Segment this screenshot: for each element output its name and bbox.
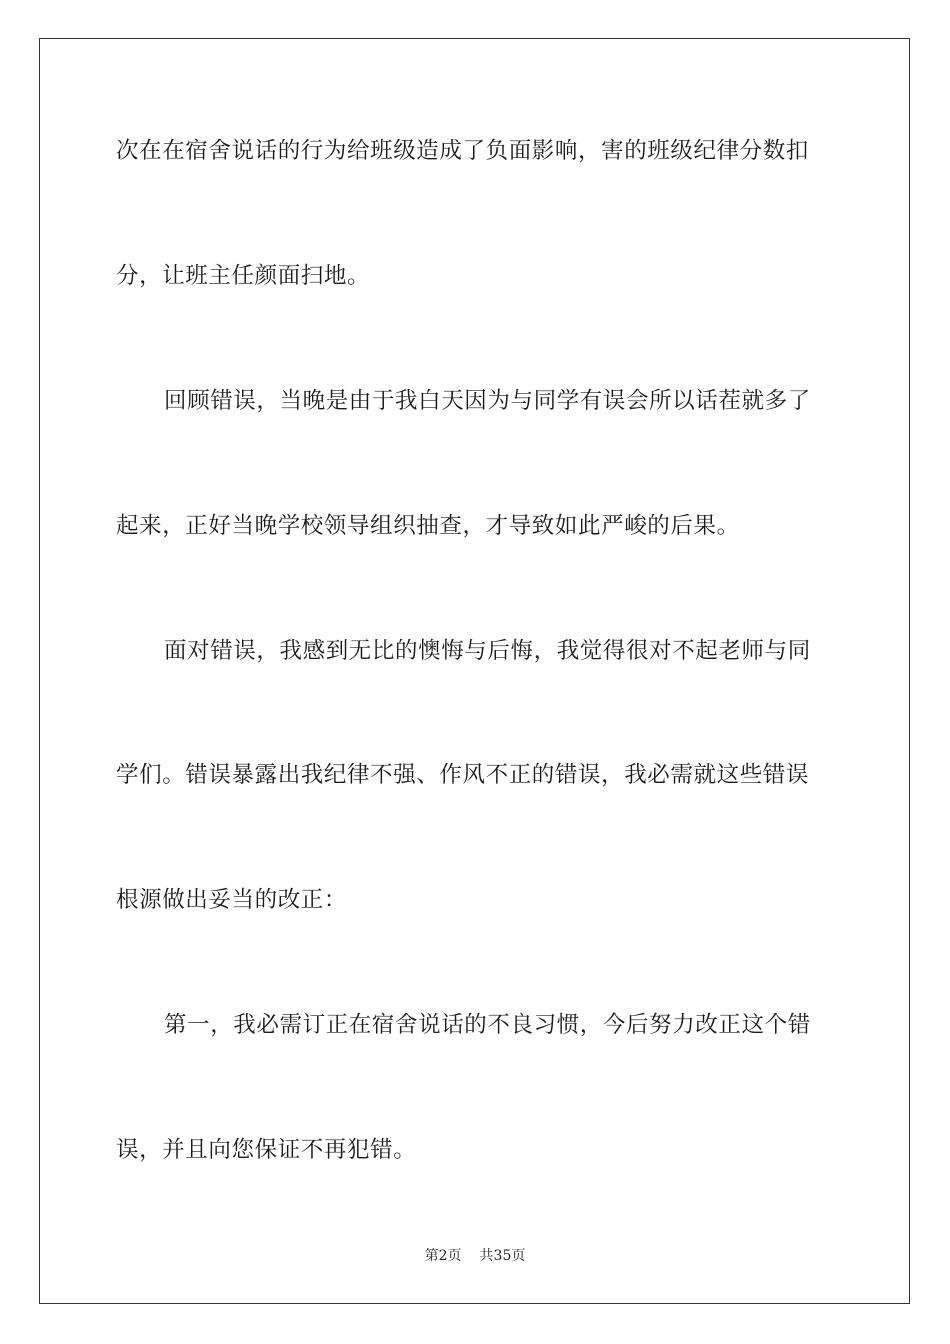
- text-line: 学们。错误暴露出我纪律不强、作风不正的错误，我必需就这些错误: [116, 762, 810, 788]
- page-border: [39, 38, 910, 1304]
- text-line: 分，让班主任颜面扫地。: [116, 263, 371, 289]
- text-line-indented: 第一，我必需订正在宿舍说话的不良习惯，今后努力改正这个错: [164, 1012, 811, 1038]
- text-line-indented: 面对错误，我感到无比的懊悔与后悔，我觉得很对不起老师与同: [164, 638, 811, 664]
- page-footer: [0, 1245, 950, 1265]
- text-line: 次在在宿舍说话的行为给班级造成了负面影响，害的班级纪律分数扣: [116, 138, 810, 164]
- text-line: 根源做出妥当的改正：: [116, 887, 348, 913]
- text-line: 起来，正好当晚学校领导组织抽查，才导致如此严峻的后果。: [116, 513, 740, 539]
- text-line-indented: 回顾错误，当晚是由于我白天因为与同学有误会所以话茬就多了: [164, 388, 811, 414]
- page-number: 第2页: [424, 1248, 462, 1264]
- page-total: 共35页: [479, 1248, 526, 1264]
- text-line: 误，并且向您保证不再犯错。: [116, 1137, 417, 1163]
